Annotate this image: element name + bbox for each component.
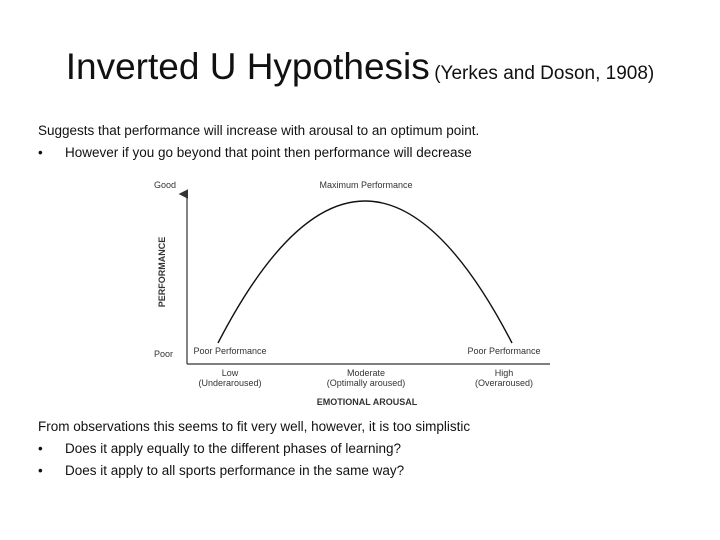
outro-line: From observations this seems to fit very well, however, it is too simplistic	[38, 419, 471, 434]
bullet-dot: •	[38, 145, 43, 160]
x-low-sub-label: (Underaroused)	[198, 378, 262, 388]
outro-bullet-text: Does it apply to all sports performance in the same way?	[65, 463, 405, 478]
performance-curve	[218, 201, 512, 343]
y-axis-title: PERFORMANCE	[157, 236, 167, 308]
x-high-label: High	[494, 368, 514, 378]
intro-line: Suggests that performance will increase with arousal to an optimum point.	[38, 123, 480, 138]
title-citation: (Yerkes and Doson, 1908)	[434, 63, 655, 84]
x-mid-sub-label: (Optimally aroused)	[326, 378, 406, 388]
outro-bullet-text: Does it apply equally to the different phases of learning?	[65, 441, 401, 456]
outro-text-block	[38, 416, 470, 482]
title-main: Inverted U Hypothesis	[65, 46, 430, 87]
bullet-dot: •	[38, 441, 43, 456]
x-mid-label: Moderate	[346, 368, 386, 378]
x-axis-title: EMOTIONAL AROUSAL	[316, 397, 418, 407]
left-end-label: Poor Performance	[193, 346, 267, 356]
peak-label: Maximum Performance	[319, 180, 413, 190]
y-top-label: Good	[154, 180, 177, 190]
y-bottom-label: Poor	[154, 349, 174, 359]
x-low-label: Low	[221, 368, 239, 378]
bullet-dot: •	[38, 463, 43, 478]
outro-bullet-item	[38, 438, 470, 460]
outro-bullet-item	[38, 460, 470, 482]
right-end-label: Poor Performance	[467, 346, 541, 356]
x-high-sub-label: (Overaroused)	[474, 378, 534, 388]
intro-bullet-text: However if you go beyond that point then performance will decrease	[65, 145, 472, 160]
